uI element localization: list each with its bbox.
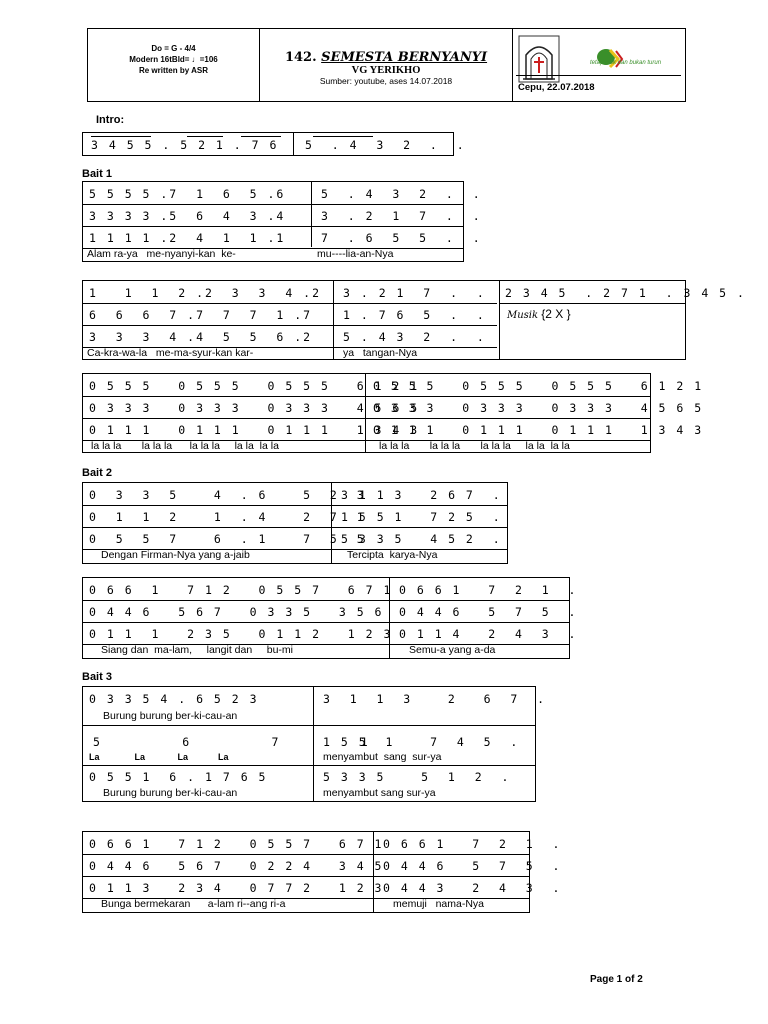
notes-tenor: 0 4 4 3 2 4 3 . xyxy=(383,881,562,895)
gkj-logo-icon xyxy=(596,47,624,71)
notes-tenor: 5 3 3 5 5 1 2 . xyxy=(323,770,511,784)
beam xyxy=(313,136,373,137)
lyric: memuji nama-Nya xyxy=(393,898,485,910)
logo-cell xyxy=(512,29,685,101)
lyric: la la la la la la la la la la la la la xyxy=(379,440,570,452)
notes-soprano: 3 1 1 3 2 6 7 . xyxy=(323,692,547,706)
notes-alto: 0 4 4 6 5 6 7 0 3 3 5 3 5 6 xyxy=(89,605,384,619)
notes-tenor: 0 5 5 1 6 . 1 7 6 5 xyxy=(89,770,268,784)
notes-soprano: 0 3 3 5 4 . 6 5 2 3 xyxy=(89,488,366,502)
notes-alto: 1 5 5 1 7 4 5 . xyxy=(323,735,520,749)
staff-row xyxy=(83,418,704,441)
song-title: 142. SEMESTA BERNYANYI xyxy=(284,50,488,65)
notes-soprano: 0 6 6 1 7 1 2 0 5 5 7 6 7 1 xyxy=(89,583,393,597)
musik-row xyxy=(499,281,746,304)
notes-tenor: 5 3 3 5 4 5 2 . xyxy=(341,532,502,546)
staff-row xyxy=(83,204,482,227)
notes-tenor: 5 . 4 3 2 . . xyxy=(343,330,486,344)
staff-row xyxy=(83,281,497,304)
notes-soprano: 1 1 1 2 .2 3 3 4 .2 xyxy=(89,286,322,300)
notes-soprano: 0 6 6 1 7 2 1 . xyxy=(383,837,562,851)
notes-tenor: 0 1 1 1 0 1 1 1 0 1 1 1 1 3 4 3 xyxy=(373,423,704,437)
staff-row xyxy=(83,396,704,419)
staff-row xyxy=(83,325,497,348)
rewrite-line: Re written by ASR xyxy=(138,66,209,75)
lyric: mu----lia-an-Nya xyxy=(317,248,394,260)
notes-tenor: 0 1 1 3 2 3 4 0 7 7 2 1 2 3 xyxy=(89,881,384,895)
staff-row xyxy=(83,374,704,397)
staff-row xyxy=(83,687,547,709)
staff-row xyxy=(83,876,562,899)
bait-2-label: Bait 2 xyxy=(82,467,112,479)
notes-alto: 0 3 3 3 0 3 3 3 0 3 3 3 4 5 6 5 xyxy=(373,401,704,415)
lyric: menyambut sang sur-ya xyxy=(323,751,442,763)
place-date: Cepu, 22.07.2018 xyxy=(518,82,595,93)
song-header xyxy=(87,28,686,102)
staff-row xyxy=(83,303,497,326)
notes-tenor: 0 1 1 1 2 3 5 0 1 1 2 1 2 3 xyxy=(89,627,393,641)
key-info xyxy=(88,29,260,101)
notes-tenor: 7 . 6 5 5 . . xyxy=(321,231,482,245)
notes-musik: 2 3 4 5 . 2 7 1 . 3 4 5 . xyxy=(505,286,746,300)
intro-measure-2: 5 . 4 3 2 . . xyxy=(305,138,466,152)
lyric: Semu-a yang a-da xyxy=(409,644,496,656)
intro-block xyxy=(82,132,466,156)
musik-note: Musik {2 X } xyxy=(507,307,571,321)
notes-soprano: 5 . 4 3 2 . . xyxy=(321,187,482,201)
staff-row xyxy=(83,226,482,249)
song-source: Sumber: youtube, ases 14.07.2018 xyxy=(319,76,453,86)
tempo-line: Modern 16tBld= ♩=106 xyxy=(129,55,218,64)
notes-soprano: 3 1 1 3 2 6 7 . xyxy=(341,488,502,502)
staff-row xyxy=(83,622,578,645)
bait-3-block xyxy=(82,686,547,802)
lyric: Burung burung ber-ki-cau-an xyxy=(103,787,238,799)
lyric-row xyxy=(83,347,497,361)
title-cell xyxy=(260,29,513,101)
staff-row xyxy=(83,578,578,601)
lyric: menyambut sang sur-ya xyxy=(323,787,436,799)
lyric-row xyxy=(83,248,463,262)
notes-tenor: 3 3 3 4 .4 5 5 6 .2 xyxy=(89,330,313,344)
notes-alto: 1 5 5 1 7 2 5 . xyxy=(341,510,502,524)
lyric-row xyxy=(83,644,569,658)
beam xyxy=(91,136,151,137)
song-subtitle: VG YERIKHO xyxy=(351,65,421,76)
lyric: Burung burung ber-ki-cau-an xyxy=(103,710,238,722)
notes-alto: 6 6 6 7 .7 7 7 1 .7 xyxy=(89,308,313,322)
bait-1-block-b xyxy=(82,280,746,360)
beam xyxy=(241,136,281,137)
notes-tenor: 0 1 1 4 2 4 3 . xyxy=(399,627,578,641)
staff-row xyxy=(83,182,482,205)
lyric: Tercipta karya-Nya xyxy=(347,549,438,561)
lyric-row xyxy=(83,898,529,912)
lyric: la la la la la la la la la la la la la xyxy=(91,440,279,452)
staff-row xyxy=(83,527,507,550)
notes-tenor: 0 5 5 7 6 . 1 7 5 5 xyxy=(89,532,366,546)
notes-soprano: 0 6 6 1 7 1 2 0 5 5 7 6 7 1 xyxy=(89,837,384,851)
bait-1-label: Bait 1 xyxy=(82,168,112,180)
lyric-row xyxy=(83,787,535,801)
notes-soprano: 0 5 5 5 0 5 5 5 0 5 5 5 6 1 2 1 xyxy=(373,379,704,393)
lyric: Ca-kra-wa-la me-ma-syur-kan kar- xyxy=(87,347,254,359)
bait-1-block-a xyxy=(82,181,482,262)
bait-3-label: Bait 3 xyxy=(82,671,112,683)
notes-tenor: 1 1 1 1 .2 4 1 1 .1 xyxy=(89,231,286,245)
notes-soprano: 3 . 2 1 7 . . xyxy=(343,286,486,300)
notes-alto: 0 4 4 6 5 7 5 . xyxy=(399,605,578,619)
staff-row xyxy=(83,505,507,528)
lyric-row xyxy=(83,709,535,726)
notes-soprano: 0 5 5 5 0 5 5 5 0 5 5 5 6 1 2 1 xyxy=(89,379,420,393)
lyric-row xyxy=(83,440,650,454)
page-number: Page 1 of 2 xyxy=(590,974,643,985)
la-lyric: La La La La xyxy=(89,752,229,762)
notes-alto: 5 6 7 1 xyxy=(93,735,370,749)
notes-alto: 0 4 4 6 5 6 7 0 2 2 4 3 4 5 xyxy=(89,859,384,873)
bait-2-block-a xyxy=(82,482,508,564)
notes-alto: 0 1 1 2 1 . 4 2 7 1 xyxy=(89,510,366,524)
lyric: Alam ra-ya me-nyanyi-kan ke- xyxy=(87,248,236,260)
notes-soprano: 5 5 5 5 .7 1 6 5 .6 xyxy=(89,187,286,201)
lyric: Dengan Firman-Nya yang a-jaib xyxy=(101,549,250,561)
lyric: Siang dan ma-lam, langit dan bu-mi xyxy=(101,644,294,656)
beam xyxy=(187,136,223,137)
notes-soprano: 0 3 3 5 4 . 6 5 2 3 xyxy=(89,692,259,706)
lyric: Bunga bermekaran a-lam ri--ang ri-a xyxy=(101,898,286,910)
key-line: Do = G - 4/4 xyxy=(151,44,196,53)
staff-row xyxy=(83,765,535,787)
bait-2-block-b xyxy=(82,577,578,659)
staff-row xyxy=(83,600,578,623)
divider xyxy=(516,75,681,76)
logo-tagline: tetap naik dan bukan turun xyxy=(590,60,662,66)
bait-1-block-c xyxy=(82,373,704,453)
notes-alto: 0 4 4 6 5 7 5 . xyxy=(383,859,562,873)
staff-row xyxy=(83,483,507,506)
bar-line xyxy=(293,133,294,155)
notes-soprano: 0 6 6 1 7 2 1 . xyxy=(399,583,578,597)
notes-alto: 3 . 2 1 7 . . xyxy=(321,209,482,223)
notes-alto: 0 3 3 3 0 3 3 3 0 3 3 3 4 5 6 5 xyxy=(89,401,420,415)
staff-row xyxy=(83,854,562,877)
notes-tenor: 0 1 1 1 0 1 1 1 0 1 1 1 1 3 4 3 xyxy=(89,423,420,437)
lyric-row xyxy=(83,549,507,563)
bait-3-block-b xyxy=(82,831,562,913)
intro-label: Intro: xyxy=(96,114,125,126)
lyric: ya tangan-Nya xyxy=(343,347,418,359)
notes-alto: 1 . 7 6 5 . . xyxy=(343,308,486,322)
staff-row xyxy=(83,725,535,766)
staff-row xyxy=(83,832,562,855)
intro-measure-1: 3 4 5 5 . 5 2 1 . 7 6 xyxy=(91,138,279,152)
notes-alto: 3 3 3 3 .5 6 4 3 .4 xyxy=(89,209,286,223)
